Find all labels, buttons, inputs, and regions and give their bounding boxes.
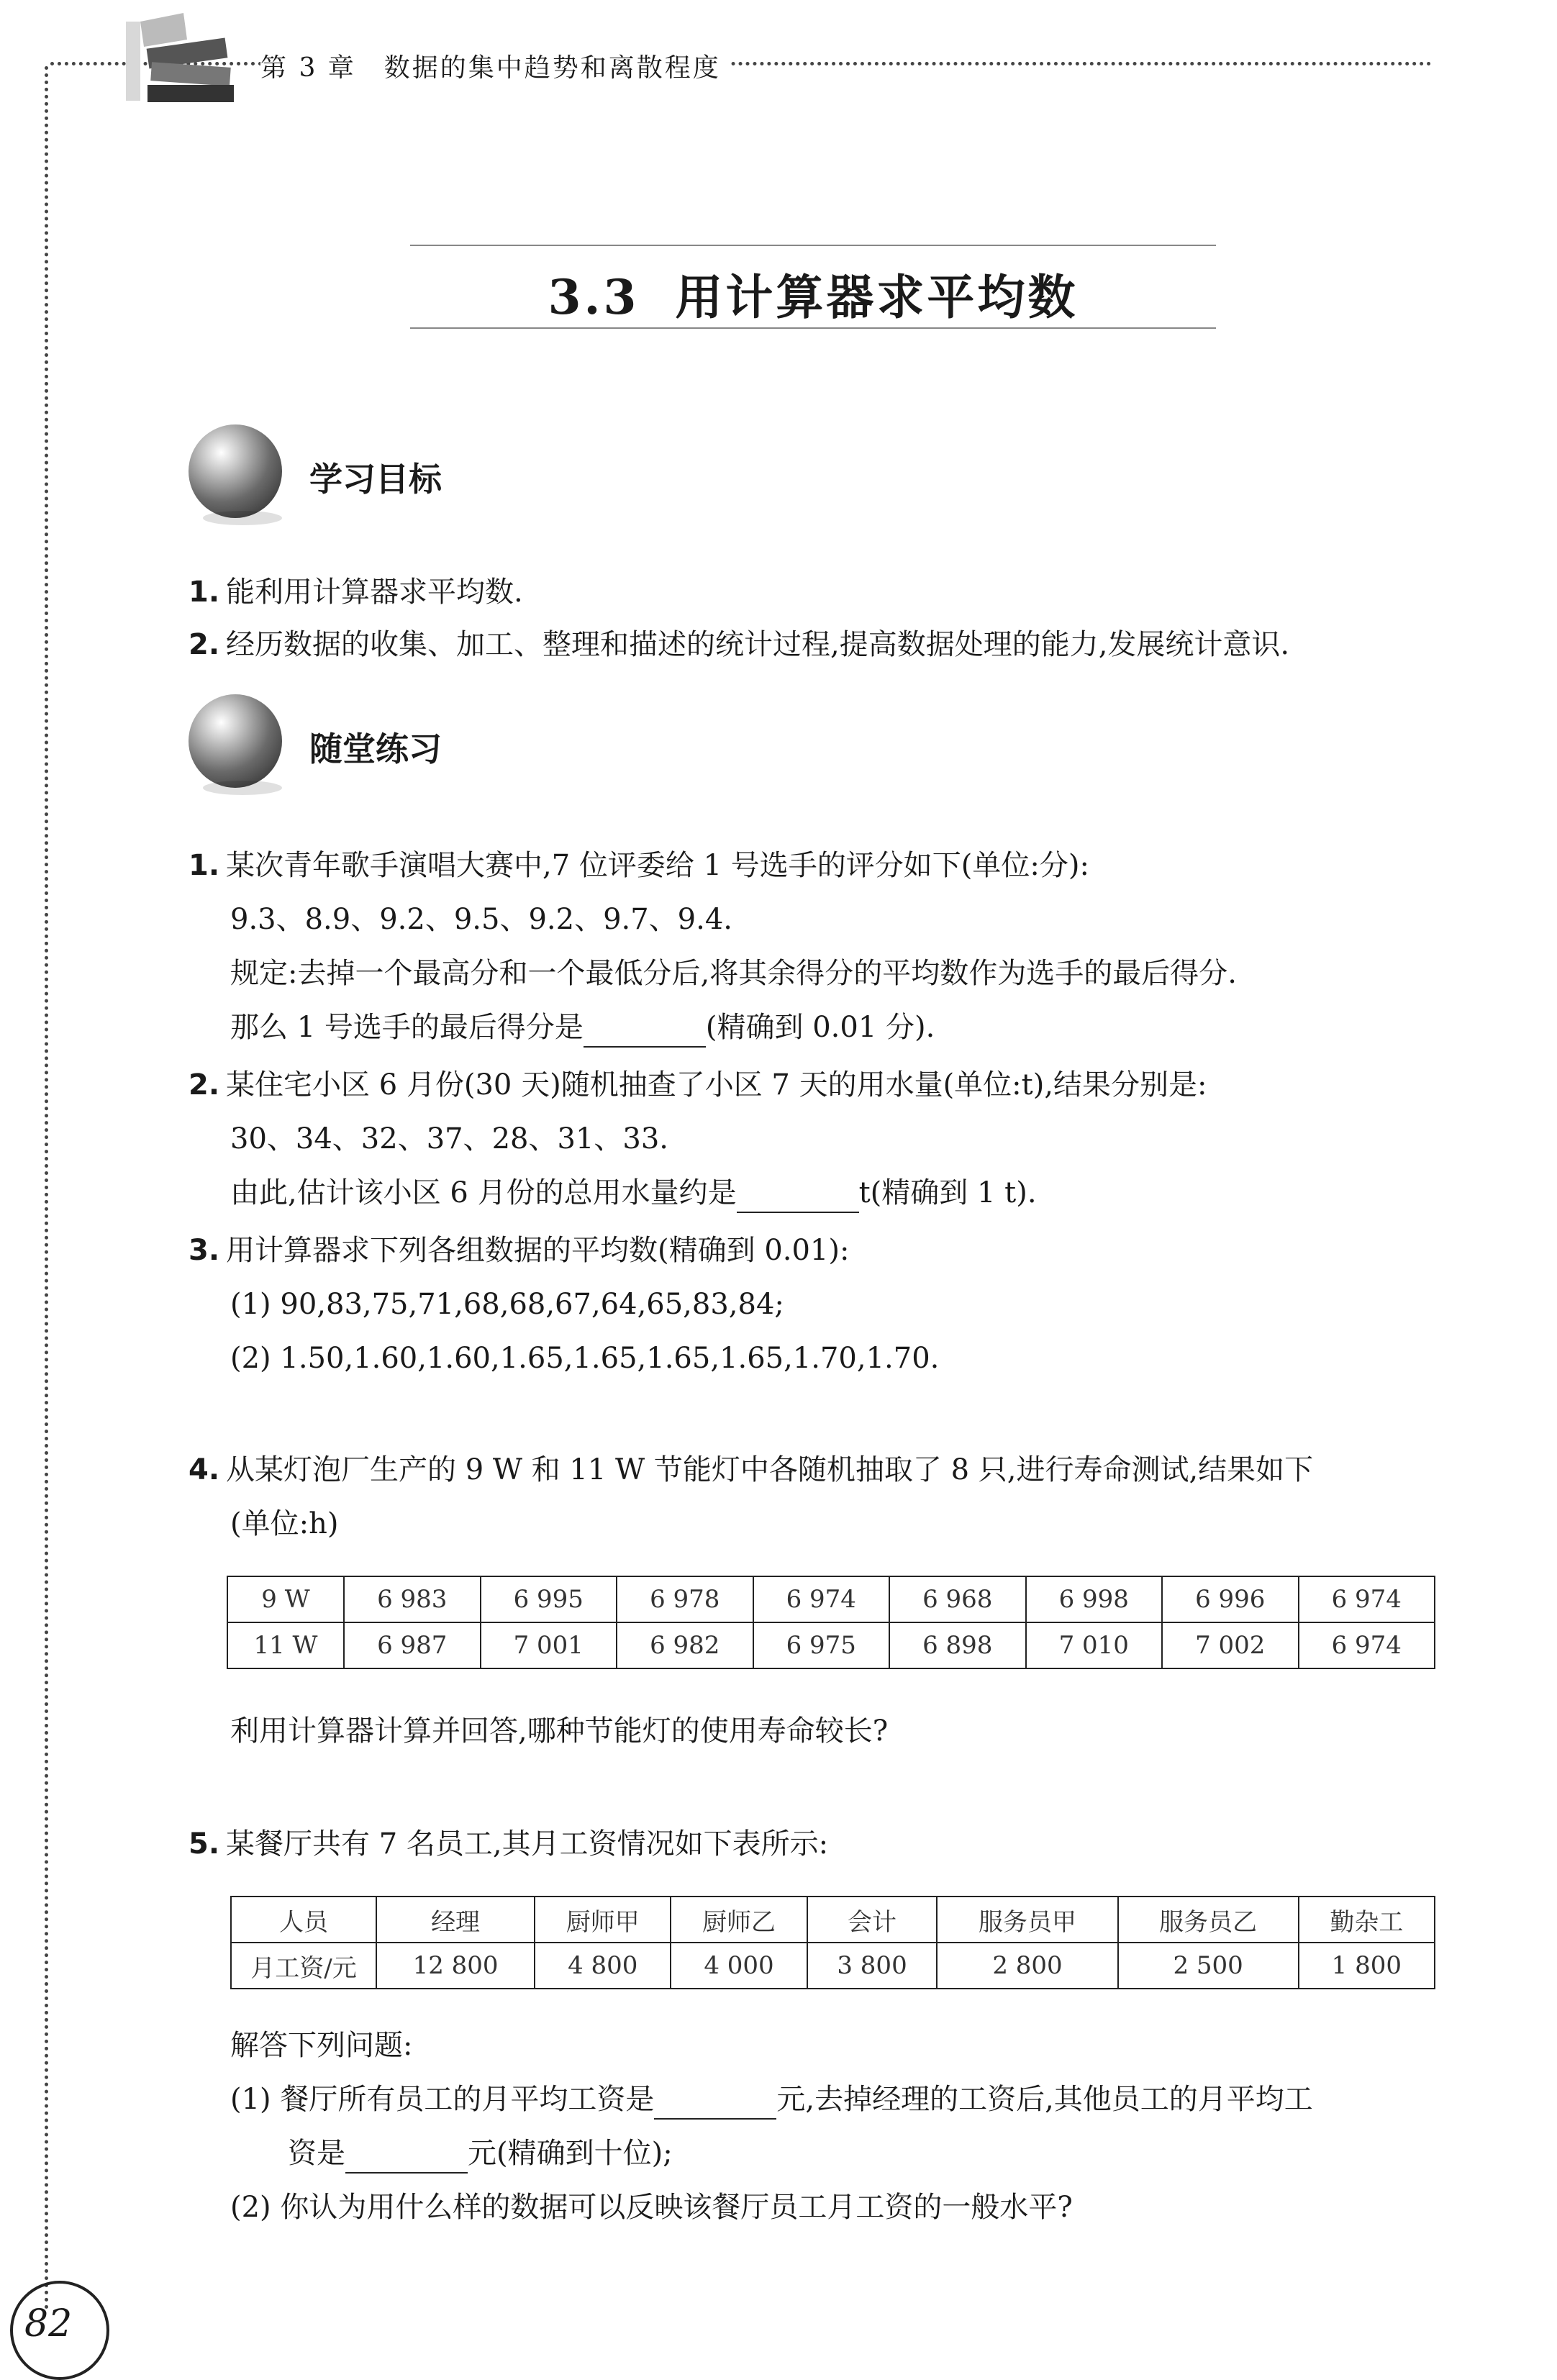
- table-row: 9 W 6 983 6 995 6 978 6 974 6 968 6 998 6 996 6 974: [227, 1576, 1435, 1622]
- q5-part-1-cont: 资是 元(精确到十位);: [288, 2133, 673, 2174]
- question-4: 4. 从某灯泡厂生产的 9 W 和 11 W 节能灯中各随机抽取了 8 只,进行寿命测试,结果如下: [189, 1453, 1314, 1486]
- answer-blank[interactable]: [654, 2089, 776, 2120]
- objective-item: 1. 能利用计算器求平均数.: [189, 576, 523, 609]
- sphere-icon: [189, 424, 282, 518]
- q1-scores: 9.3、8.9、9.2、9.5、9.2、9.7、9.4.: [230, 903, 733, 936]
- chapter-header: 第 3 章 数据的集中趋势和离散程度: [260, 47, 728, 84]
- q5-part-1: (1) 餐厅所有员工的月平均工资是 元,去掉经理的工资后,其他员工的月平均工: [230, 2079, 1313, 2120]
- table-row: 11 W 6 987 7 001 6 982 6 975 6 898 7 010 7 002 6 974: [227, 1622, 1435, 1668]
- section-title: [410, 259, 1216, 327]
- books-logo-icon: [119, 7, 248, 108]
- q3-part-2: (2) 1.50,1.60,1.60,1.65,1.65,1.65,1.65,1.70,1.70.: [230, 1342, 940, 1375]
- margin-dotted-rule: [45, 66, 48, 2311]
- answer-blank[interactable]: [345, 2143, 468, 2174]
- q2-question: 由此,估计该小区 6 月份的总用水量约是 t(精确到 1 t).: [230, 1173, 1037, 1213]
- q1-rule: 规定:去掉一个最高分和一个最低分后,将其余得分的平均数作为选手的最后得分.: [230, 957, 1237, 990]
- q2-data: 30、34、32、37、28、31、33.: [230, 1122, 669, 1155]
- section-title-text: 用计算器求平均数: [675, 270, 1079, 325]
- question-2: 2. 某住宅小区 6 月份(30 天)随机抽查了小区 7 天的用水量(单位:t),结果分别是:: [189, 1068, 1207, 1102]
- globe-icon: [189, 694, 282, 788]
- practice-label: 随堂练习: [309, 730, 442, 768]
- q4-question: 利用计算器计算并回答,哪种节能灯的使用寿命较长?: [230, 1714, 889, 1748]
- objectives-label: 学习目标: [309, 460, 442, 499]
- question-1: 1. 某次青年歌手演唱大赛中,7 位评委给 1 号选手的评分如下(单位:分):: [189, 849, 1089, 882]
- salary-table: [230, 1896, 1435, 1989]
- answer-blank[interactable]: [737, 1183, 859, 1213]
- question-5: 5. 某餐厅共有 7 名员工,其月工资情况如下表所示:: [189, 1827, 829, 1861]
- section-number: 3.3: [548, 269, 640, 325]
- table-row: 月工资/元 12 800 4 800 4 000 3 800 2 800 2 500 1 800: [231, 1943, 1435, 1989]
- q3-part-1: (1) 90,83,75,71,68,68,67,64,65,83,84;: [230, 1288, 784, 1321]
- q5-part-2: (2) 你认为用什么样的数据可以反映该餐厅员工月工资的一般水平?: [230, 2191, 1073, 2224]
- title-bottom-rule: [410, 327, 1216, 329]
- question-3: 3. 用计算器求下列各组数据的平均数(精确到 0.01):: [189, 1234, 850, 1267]
- lamp-lifetime-table: [227, 1576, 1435, 1669]
- header-dotted-rule: [50, 62, 1432, 65]
- objective-item: 2. 经历数据的收集、加工、整理和描述的统计过程,提高数据处理的能力,发展统计意识.: [189, 628, 1290, 661]
- q4-unit: (单位:h): [230, 1507, 339, 1540]
- table-row: 人员 经理 厨师甲 厨师乙 会计 服务员甲 服务员乙 勤杂工: [231, 1897, 1435, 1943]
- page-number: 82: [0, 2274, 86, 2360]
- answer-blank[interactable]: [584, 1017, 706, 1048]
- q1-question: 那么 1 号选手的最后得分是 (精确到 0.01 分).: [230, 1007, 935, 1048]
- q5-instructions: 解答下列问题:: [230, 2029, 413, 2062]
- title-top-rule: [410, 245, 1216, 246]
